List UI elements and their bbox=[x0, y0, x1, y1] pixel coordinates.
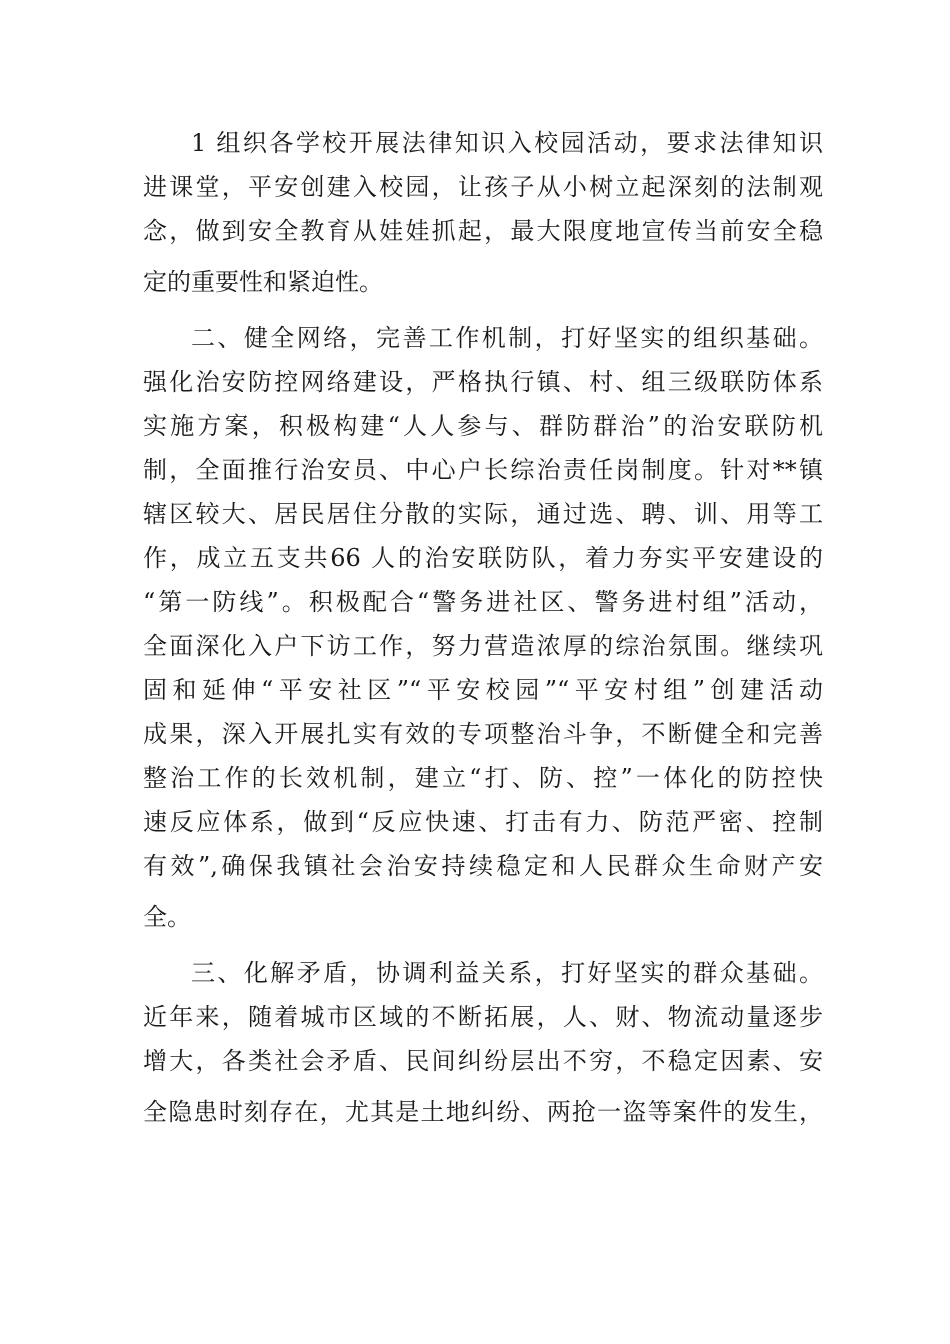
paragraph-1-line-1: 1 组织各学校开展法律知识入校园活动，要求法律知识 bbox=[191, 129, 823, 157]
paragraph-2-line-9: 固和延伸“平安社区”“平安校园”“平安村组”创建活动 bbox=[143, 676, 823, 704]
paragraph-3-line-3: 增大，各类社会矛盾、民间纠纷层出不穷，不稳定因素、安 bbox=[143, 1047, 823, 1075]
paragraph-2-line-13: 有效”,确保我镇社会治安持续稳定和人民群众生命财产安 bbox=[143, 852, 823, 880]
paragraph-1-line-2: 进课堂，平安创建入校园，让孩子从小树立起深刻的法制观 bbox=[143, 173, 823, 201]
paragraph-1-line-3: 念，做到安全教育从娃娃抓起，最大限度地宣传当前安全稳 bbox=[143, 217, 823, 245]
paragraph-2-line-3: 实施方案，积极构建“人人参与、群防群治”的治安联防机 bbox=[143, 412, 823, 440]
paragraph-2-line-11: 整治工作的长效机制，建立“打、防、控”一体化的防控快 bbox=[143, 764, 823, 792]
paragraph-2-line-8: 全面深化入户下访工作，努力营造浓厚的综治氛围。继续巩 bbox=[143, 632, 823, 660]
paragraph-2-line-7: “第一防线”。积极配合“警务进社区、警务进村组”活动， bbox=[143, 588, 823, 616]
paragraph-3-line-2: 近年来，随着城市区域的不断拓展，人、财、物流动量逐步 bbox=[143, 1003, 823, 1031]
paragraph-1-line-4: 定的重要性和紧迫性。 bbox=[143, 268, 383, 296]
paragraph-3-line-1: 三、化解矛盾，协调利益关系，打好坚实的群众基础。 bbox=[191, 959, 823, 987]
paragraph-2-line-1: 二、健全网络，完善工作机制，打好坚实的组织基础。 bbox=[191, 324, 823, 352]
paragraph-2-line-12: 速反应体系，做到“反应快速、打击有力、防范严密、控制 bbox=[143, 808, 823, 836]
paragraph-2-line-2: 强化治安防控网络建设，严格执行镇、村、组三级联防体系 bbox=[143, 368, 823, 396]
paragraph-3-line-4: 全隐患时刻存在，尤其是土地纠纷、两抢一盗等案件的发生， bbox=[143, 1098, 823, 1126]
paragraph-2-line-14: 全。 bbox=[143, 903, 191, 931]
paragraph-2-line-6: 作，成立五支共66 人的治安联防队，着力夯实平安建设的 bbox=[143, 544, 823, 572]
paragraph-2-line-4: 制，全面推行治安员、中心户长综治责任岗制度。针对**镇 bbox=[143, 456, 823, 484]
paragraph-2-line-10: 成果，深入开展扎实有效的专项整治斗争，不断健全和完善 bbox=[143, 720, 823, 748]
paragraph-2-line-5: 辖区较大、居民居住分散的实际，通过选、聘、训、用等工 bbox=[143, 500, 823, 528]
